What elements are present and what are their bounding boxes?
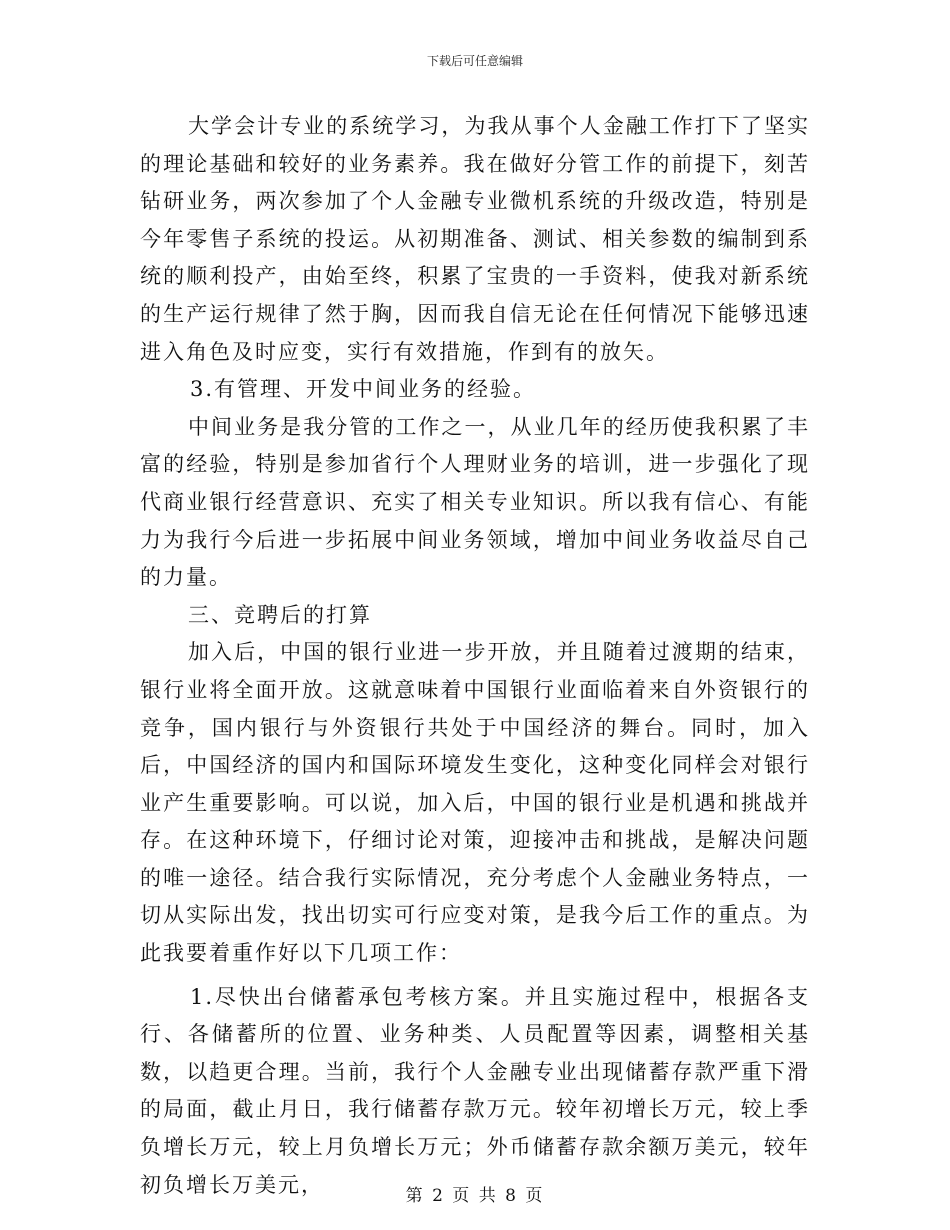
page-footer: 第 2 页 共 8 页 bbox=[405, 1186, 545, 1206]
paragraph-professional-study: 大学会计专业的系统学习，为我从事个人金融工作打下了坚实的理论基础和较好的业务素养。我在做好分管工作的前提下，刻苦钻研业务，两次参加了个人金融专业微机系统的升级改造，特别是今年零售子系统的投运。从初期准备、测试、相关参数的编制到系统的顺利投产，由始至终，积累了宝贵的一手资料，使我对新系统的生产运行规律了然于胸，因而我自信无论在任何情况下能够迅速进入角色及时应变，实行有效措施，作到有的放矢。 bbox=[140, 114, 810, 364]
document-body bbox=[140, 108, 810, 1204]
section-heading-plans: 三、竞聘后的打算 bbox=[188, 602, 372, 627]
page-header: 下载后可任意编辑 bbox=[426, 54, 523, 68]
subheading-intermediate-business: 3.有管理、开发中间业务的经验。 bbox=[190, 377, 537, 402]
paragraph-savings-plan: 1.尽快出台储蓄承包考核方案。并且实施过程中，根据各支行、各储蓄所的位置、业务种类、人员配置等因素，调整相关基数，以趋更合理。当前，我行个人金融专业出现储蓄存款严重下滑的局面，截止月日，我行储蓄存款万元。较年初增长万元，较上季负增长万元，较上月负增长万元；外币储蓄存款余额万美元，较年初负增长万美元， bbox=[140, 984, 810, 1197]
paragraph-intermediate-business: 中间业务是我分管的工作之一，从业几年的经历使我积累了丰富的经验，特别是参加省行个人理财业务的培训，进一步强化了现代商业银行经营意识、充实了相关专业知识。所以我有信心、有能力为我行今后进一步拓展中间业务领域，增加中间业务收益尽自己的力量。 bbox=[140, 414, 810, 590]
paragraph-banking-opening: 加入后，中国的银行业进一步开放，并且随着过渡期的结束，银行业将全面开放。这就意味着中国银行业面临着来自外资银行的竞争，国内银行与外资银行共处于中国经济的舞台。同时，加入后，中国经济的国内和国际环境发生变化，这种变化同样会对银行业产生重要影响。可以说，加入后，中国的银行业是机遇和挑战并存。在这种环境下，仔细讨论对策，迎接冲击和挑战，是解决问题的唯一途径。结合我行实际情况，充分考虑个人金融业务特点，一切从实际出发，找出切实可行应变对策，是我今后工作的重点。为此我要着重作好以下几项工作： bbox=[140, 640, 810, 966]
